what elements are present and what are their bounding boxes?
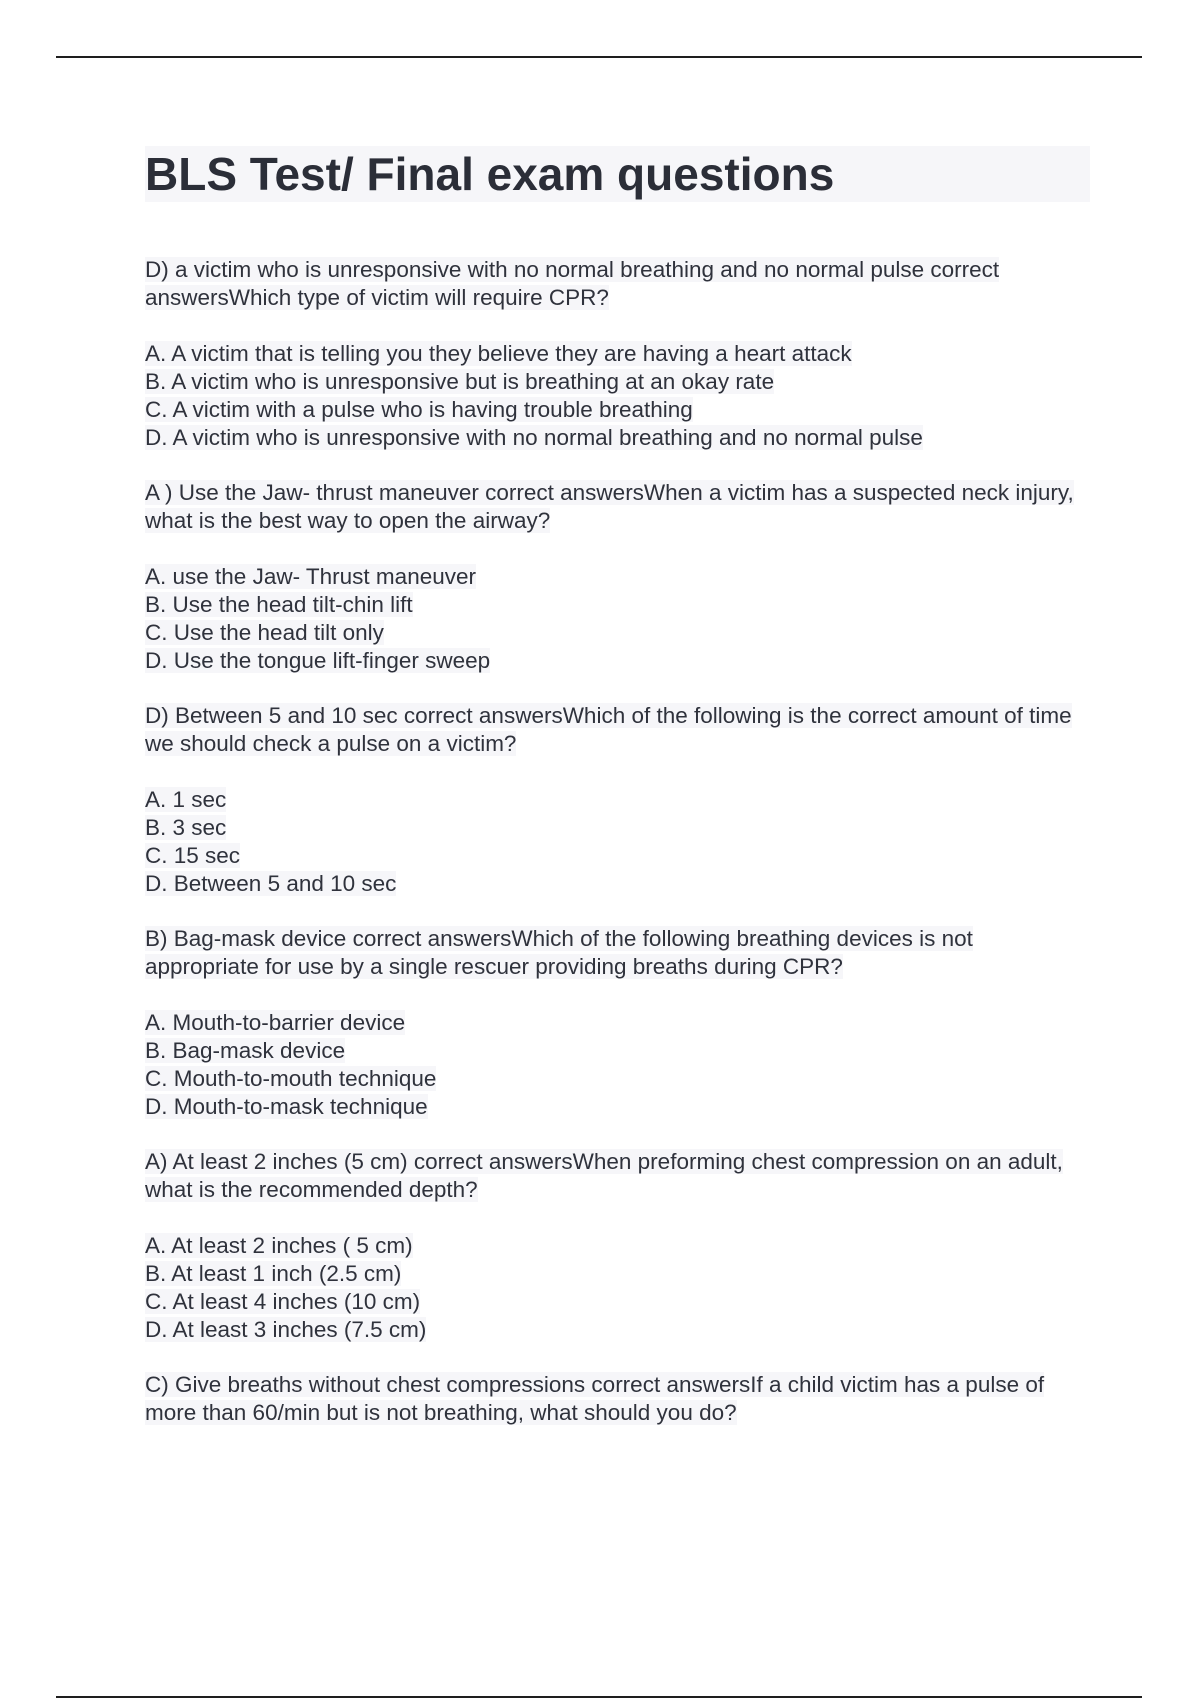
- answer-option: C. At least 4 inches (10 cm): [145, 1289, 421, 1314]
- answer-option: C. A victim with a pulse who is having trouble breathing: [145, 397, 693, 422]
- answer-option: C. Use the head tilt only: [145, 620, 384, 645]
- page-title: BLS Test/ Final exam questions: [145, 148, 835, 200]
- answer-option: A. use the Jaw- Thrust maneuver: [145, 564, 476, 589]
- answer-options: [145, 1009, 1090, 1121]
- answer-option: A. 1 sec: [145, 787, 227, 812]
- qa-block-2: [145, 479, 1090, 675]
- qa-block-1: [145, 256, 1090, 452]
- title-box: [145, 146, 1090, 202]
- question-text: D) a victim who is unresponsive with no normal breathing and no normal pulse correct answersWhich type of victim will require CPR?: [145, 257, 1000, 310]
- answer-option: A. At least 2 inches ( 5 cm): [145, 1233, 413, 1258]
- answer-option: B. Bag-mask device: [145, 1038, 346, 1063]
- answer-option: C. Mouth-to-mouth technique: [145, 1066, 437, 1091]
- answer-options: [145, 340, 1090, 452]
- top-rule: [56, 56, 1142, 58]
- question-text: C) Give breaths without chest compressions correct answersIf a child victim has a pulse of more than 60/min but is not breathing, what should you do?: [145, 1372, 1045, 1425]
- answer-option: D. At least 3 inches (7.5 cm): [145, 1317, 427, 1342]
- answer-option: B. 3 sec: [145, 815, 227, 840]
- answer-option: B. At least 1 inch (2.5 cm): [145, 1261, 402, 1286]
- question-text: A ) Use the Jaw- thrust maneuver correct answersWhen a victim has a suspected neck injury, what is the best way to open the airway?: [145, 480, 1074, 533]
- qa-block-6: [145, 1371, 1090, 1427]
- answer-option: B. A victim who is unresponsive but is breathing at an okay rate: [145, 369, 775, 394]
- qa-block-4: [145, 925, 1090, 1121]
- question-text: D) Between 5 and 10 sec correct answersWhich of the following is the correct amount of time we should check a pulse on a victim?: [145, 703, 1072, 756]
- answer-option: D. Mouth-to-mask technique: [145, 1094, 428, 1119]
- answer-option: A. A victim that is telling you they believe they are having a heart attack: [145, 341, 852, 366]
- answer-option: D. Between 5 and 10 sec: [145, 871, 397, 896]
- answer-option: B. Use the head tilt-chin lift: [145, 592, 413, 617]
- bottom-rule: [56, 1696, 1142, 1698]
- answer-options: [145, 563, 1090, 675]
- question-text: A) At least 2 inches (5 cm) correct answersWhen preforming chest compression on an adult, what is the recommended depth?: [145, 1149, 1063, 1202]
- question-text: B) Bag-mask device correct answersWhich of the following breathing devices is not appropriate for use by a single rescuer providing breaths during CPR?: [145, 926, 973, 979]
- answer-option: C. 15 sec: [145, 843, 241, 868]
- answer-option: D. Use the tongue lift-finger sweep: [145, 648, 491, 673]
- document-body: [145, 146, 1090, 1455]
- qa-block-5: [145, 1148, 1090, 1344]
- answer-option: D. A victim who is unresponsive with no normal breathing and no normal pulse: [145, 425, 923, 450]
- answer-options: [145, 1232, 1090, 1344]
- answer-options: [145, 786, 1090, 898]
- answer-option: A. Mouth-to-barrier device: [145, 1010, 406, 1035]
- qa-block-3: [145, 702, 1090, 898]
